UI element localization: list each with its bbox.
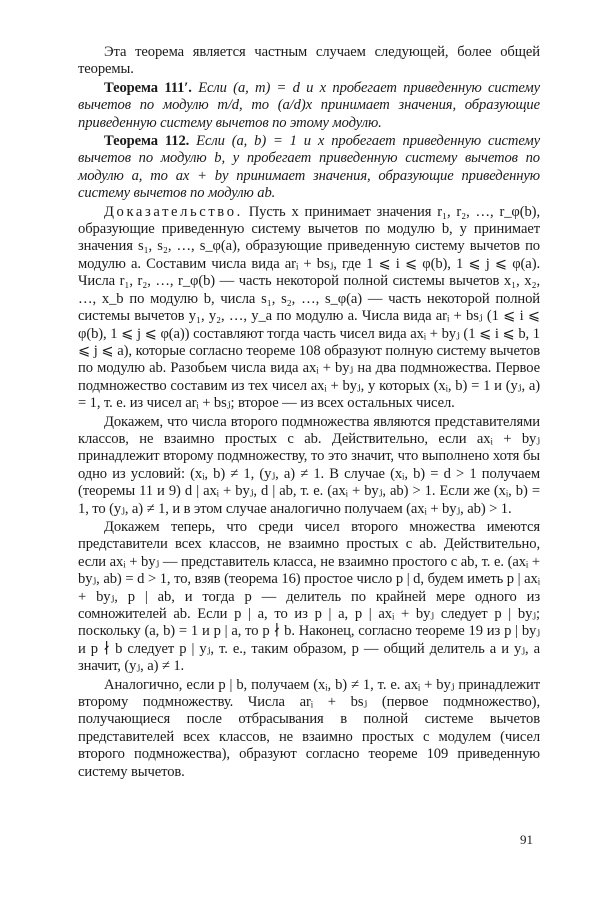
intro-paragraph: Эта теорема является частным случаем следующей, более общей теоремы. [78,44,540,78]
theorem-112 [78,133,540,203]
page-body [78,44,540,781]
page-number: 91 [520,832,533,847]
paragraph-all-classes: Докажем теперь, что среди чисел второго множества имеются представители всех классов, не взаимно простых с ab. Действительно, если axᵢ + byⱼ — представитель класса, не взаимно простого с ab, т. е. (axᵢ + byⱼ, ab) = d > 1, то, взяв (теорема 16) простое число p | d, будем иметь p | axᵢ + byⱼ, p | ab, и тогда p — делитель по крайней мере одного из сомножителей ab. Если p | a, то из p | a, p | axᵢ + byⱼ следует p | byⱼ; поскольку (a, b) = 1 и p | a, то p ∤ b. Наконец, согласно теореме 19 из p | byⱼ и p ∤ b следует p | yⱼ, т. е., таким образом, p — общий делитель a и yⱼ, а значит, (yⱼ, a) ≠ 1. [78,518,540,675]
proof-text: Пусть x принимает значения r₁, r₂, …, r_φ(b), образующие приведенную систему вычетов по модулю b, y принимает значения s₁, s₂, …, s_φ(a), образующие приведенную систему вычетов по модулю a. Составим числа вида arᵢ + bsⱼ, где 1 ⩽ i ⩽ φ(b), 1 ⩽ j ⩽ φ(a). Числа r₁, r₂, …, r_φ(b) — часть некоторой полной системы вычетов x₁, x₂, …, x_b по модулю b, числа s₁, s₂, …, s_φ(a) — часть некоторой полной системы вычетов y₁, y₂, …, y_a по модулю a. Числа вида arᵢ + bsⱼ (1 ⩽ i ⩽ φ(b), 1 ⩽ j ⩽ φ(a)) составляют тогда часть чисел вида axᵢ + byⱼ (1 ⩽ i ⩽ b, 1 ⩽ j ⩽ a), которые согласно теореме 108 образуют полную систему вычетов по модулю ab. Разобьем числа вида axᵢ + byⱼ на два подмножества. Первое подмножество составим из тех чисел axᵢ + byⱼ, у которых (xᵢ, b) = 1 и (yⱼ, a) = 1, т. е. из чисел arᵢ + bsⱼ; второе — из всех остальных чисел. [78,203,540,412]
proof-label: Доказательство. [104,203,243,220]
theorem-112-label: Теорема 112. [104,133,190,150]
paragraph-second-subset: Докажем, что числа второго подмножества являются представителями классов, не взаимно простых с ab. Действительно, если axᵢ + byⱼ принадлежит второму подмножеству, то это значит, что выполнено хотя бы одно из условий: (xᵢ, b) ≠ 1, (yⱼ, a) ≠ 1. В случае (xᵢ, b) = d > 1 получаем (теоремы 11 и 9) d | axᵢ + byⱼ, d | ab, т. е. (axᵢ + byⱼ, ab) > 1. Если же (xᵢ, b) = 1, то (yⱼ, a) ≠ 1, и в этом случае аналогично получаем (axᵢ + byⱼ, ab) > 1. [78,413,540,517]
theorem-111-text: Если (a, m) = d и x пробегает приведенную систему вычетов по модулю m/d, то (a/d)x принимает значения, образующие приведенную систему вычетов по этому модулю. [78,79,540,131]
paragraph-conclusion: Аналогично, если p | b, получаем (xᵢ, b) ≠ 1, т. е. axᵢ + byⱼ принадлежит второму подмножеству. Числа arᵢ + bsⱼ (первое подмножество), получающиеся после отбрасывания в полной системе вычетов представителей всех классов, не взаимно простых с модулем (чисел второго подмножества), образуют согласно теореме 109 приведенную систему вычетов. [78,676,540,780]
proof-paragraph [78,204,540,413]
theorem-111 [78,80,540,132]
theorem-111-label: Теорема 111′. [104,79,192,96]
theorem-112-text: Если (a, b) = 1 и x пробегает приведенную систему вычетов по модулю b, y пробегает приведенную систему вычетов по модулю a, то ax + by принимает значения, образующие приведенную систему вычетов по модулю ab. [78,133,540,202]
